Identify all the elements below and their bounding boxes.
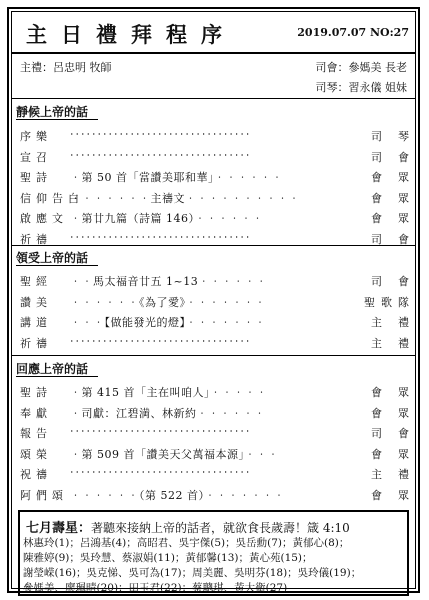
- service-content: ‧第廿九篇（詩篇 146）‧‧‧‧‧‧: [70, 212, 264, 225]
- service-row: [20, 332, 425, 354]
- section-heading-underline: [16, 119, 98, 120]
- service-content: ‧‧馬太福音廿五 1~13‧‧‧‧‧‧: [70, 275, 268, 288]
- service-item: 序樂: [20, 130, 52, 143]
- birthday-line: 林惠玲(1)；呂鴻基(4)；高昭君、吳宇傑(5)；吳岳勳(7)；黃郁心(8)；: [23, 537, 350, 549]
- service-row: [20, 402, 425, 424]
- service-responsible: 司會: [371, 427, 425, 440]
- section-heading: 回應上帝的話: [16, 362, 89, 376]
- service-content: ‧第 415 首「主在叫咱人」‧‧‧‧‧: [70, 386, 268, 399]
- service-row: [20, 422, 425, 444]
- service-row: [20, 166, 425, 188]
- service-responsible: 司會: [371, 275, 425, 288]
- service-responsible: 主禮: [371, 316, 425, 329]
- service-row: [20, 187, 425, 209]
- service-row: [20, 291, 415, 313]
- service-row: [20, 228, 425, 250]
- service-item: 讚美: [20, 295, 52, 309]
- birthday-box: [18, 510, 409, 596]
- section-divider: [12, 98, 415, 99]
- service-item: 講道: [20, 316, 52, 329]
- service-row: [20, 463, 425, 485]
- dot-leader: ‧‧‧‧‧‧‧‧‧‧‧‧‧‧‧‧‧‧‧‧‧‧‧‧‧‧‧‧‧‧‧‧‧: [70, 425, 252, 438]
- bulletin-frame: [7, 7, 425, 594]
- service-item: 宣召: [20, 150, 52, 164]
- service-content: ‧‧‧‧‧‧‧主禱文‧‧‧‧‧‧‧‧‧‧: [70, 191, 300, 205]
- service-item: 祝禱: [20, 468, 52, 481]
- dot-leader: ‧‧‧‧‧‧‧‧‧‧‧‧‧‧‧‧‧‧‧‧‧‧‧‧‧‧‧‧‧‧‧‧‧: [70, 466, 252, 479]
- service-item: 報告: [20, 427, 52, 440]
- dot-leader: ‧‧‧‧‧‧‧‧‧‧‧‧‧‧‧‧‧‧‧‧‧‧‧‧‧‧‧‧‧‧‧‧‧: [70, 148, 252, 162]
- section-heading: 領受上帝的話: [16, 251, 89, 265]
- service-item: 聖詩: [20, 171, 52, 184]
- birthday-names: [23, 536, 404, 596]
- page-title: 主日禮拜程序: [26, 22, 236, 47]
- service-responsible: 司琴: [371, 130, 425, 143]
- dot-leader: ‧‧‧‧‧‧‧‧‧‧‧‧‧‧‧‧‧‧‧‧‧‧‧‧‧‧‧‧‧‧‧‧‧: [70, 334, 252, 348]
- birthday-line: 陳雅婷(9)；吳玲慧、蔡淑娟(11)；黃郁馨(13)；黃心苑(15)；: [23, 552, 313, 564]
- service-item: 奉獻: [20, 406, 52, 420]
- dot-leader: ‧‧‧‧‧‧‧‧‧‧‧‧‧‧‧‧‧‧‧‧‧‧‧‧‧‧‧‧‧‧‧‧‧: [70, 128, 252, 141]
- birthday-line: 參媽美、廖珮晴(20)；田玉君(22)；蔡聰琪、黃大衛(27): [23, 582, 288, 594]
- section-heading: 靜候上帝的話: [16, 105, 89, 119]
- service-content: ‧‧‧‧‧‧《為了愛》‧‧‧‧‧‧‧: [70, 295, 266, 309]
- service-content: ‧第 509 首「讚美天父萬福本源」‧‧‧: [70, 447, 279, 461]
- organist-credit: 司琴：習永儀 姐妹: [315, 81, 407, 94]
- service-item: 祈禱: [20, 336, 52, 350]
- section-divider: [12, 355, 415, 356]
- service-item: 聖詩: [20, 386, 52, 399]
- service-responsible: 會眾: [371, 191, 425, 205]
- host-credit: 司會：參媽美 長老: [315, 61, 407, 74]
- service-content: ‧第 50 首「當讚美耶和華」‧‧‧‧‧‧: [70, 171, 283, 184]
- presider-credit: 主禮：呂忠明 牧師: [20, 61, 112, 74]
- service-item: 啟應文: [20, 212, 68, 225]
- service-content: ‧‧‧【做能發光的燈】‧‧‧‧‧‧‧: [70, 316, 266, 329]
- service-row: [20, 125, 425, 147]
- service-responsible: 會眾: [371, 212, 425, 225]
- service-item: 頌榮: [20, 447, 52, 461]
- section-divider: [12, 245, 415, 246]
- service-responsible: 會眾: [371, 447, 425, 461]
- service-row: [20, 443, 425, 465]
- service-item: 信仰告白: [20, 191, 84, 205]
- service-responsible: 主禮: [371, 468, 425, 481]
- service-content: ‧司獻：江碧満、林新約‧‧‧‧‧‧: [70, 406, 266, 420]
- dot-leader: ‧‧‧‧‧‧‧‧‧‧‧‧‧‧‧‧‧‧‧‧‧‧‧‧‧‧‧‧‧‧‧‧‧: [70, 230, 252, 244]
- service-responsible: 司會: [371, 150, 425, 164]
- date-and-issue-number: 2019.07.07 NO:27: [297, 26, 409, 39]
- service-item: 聖經: [20, 275, 52, 288]
- service-content: ‧‧‧‧‧‧（第 522 首）‧‧‧‧‧‧‧: [70, 488, 285, 502]
- service-item: 祈禱: [20, 232, 52, 246]
- section-heading-underline: [16, 265, 98, 266]
- service-row: [20, 146, 425, 168]
- birthday-verse: 著聽來接納上帝的話者，就欲食長歲壽！箴 4:10: [91, 521, 350, 535]
- service-responsible: 主禮: [371, 336, 425, 350]
- bulletin-inner-frame: [11, 11, 425, 594]
- birthday-line: 謝瑩嵘(16)；吳克悌、吳可為(17)；周美麗、吳明芬(18)；吳玲儀(19)；: [23, 567, 362, 579]
- service-responsible: 會眾: [371, 406, 425, 420]
- service-responsible: 會眾: [371, 386, 425, 399]
- birthday-heading: 七月壽星：: [26, 521, 92, 536]
- service-responsible: 司會: [371, 232, 425, 246]
- service-responsible: 會眾: [371, 171, 425, 184]
- service-responsible: 會眾: [371, 488, 425, 502]
- bulletin-header: [12, 12, 415, 54]
- section-heading-underline: [16, 376, 98, 377]
- service-row: [20, 381, 425, 403]
- service-responsible: 聖歌隊: [364, 295, 415, 309]
- birthday-heading-line: [26, 517, 350, 536]
- service-row: [20, 311, 425, 333]
- service-item: 阿們頌: [20, 488, 68, 502]
- service-row: [20, 484, 425, 506]
- service-row: [20, 270, 425, 292]
- service-row: [20, 207, 425, 229]
